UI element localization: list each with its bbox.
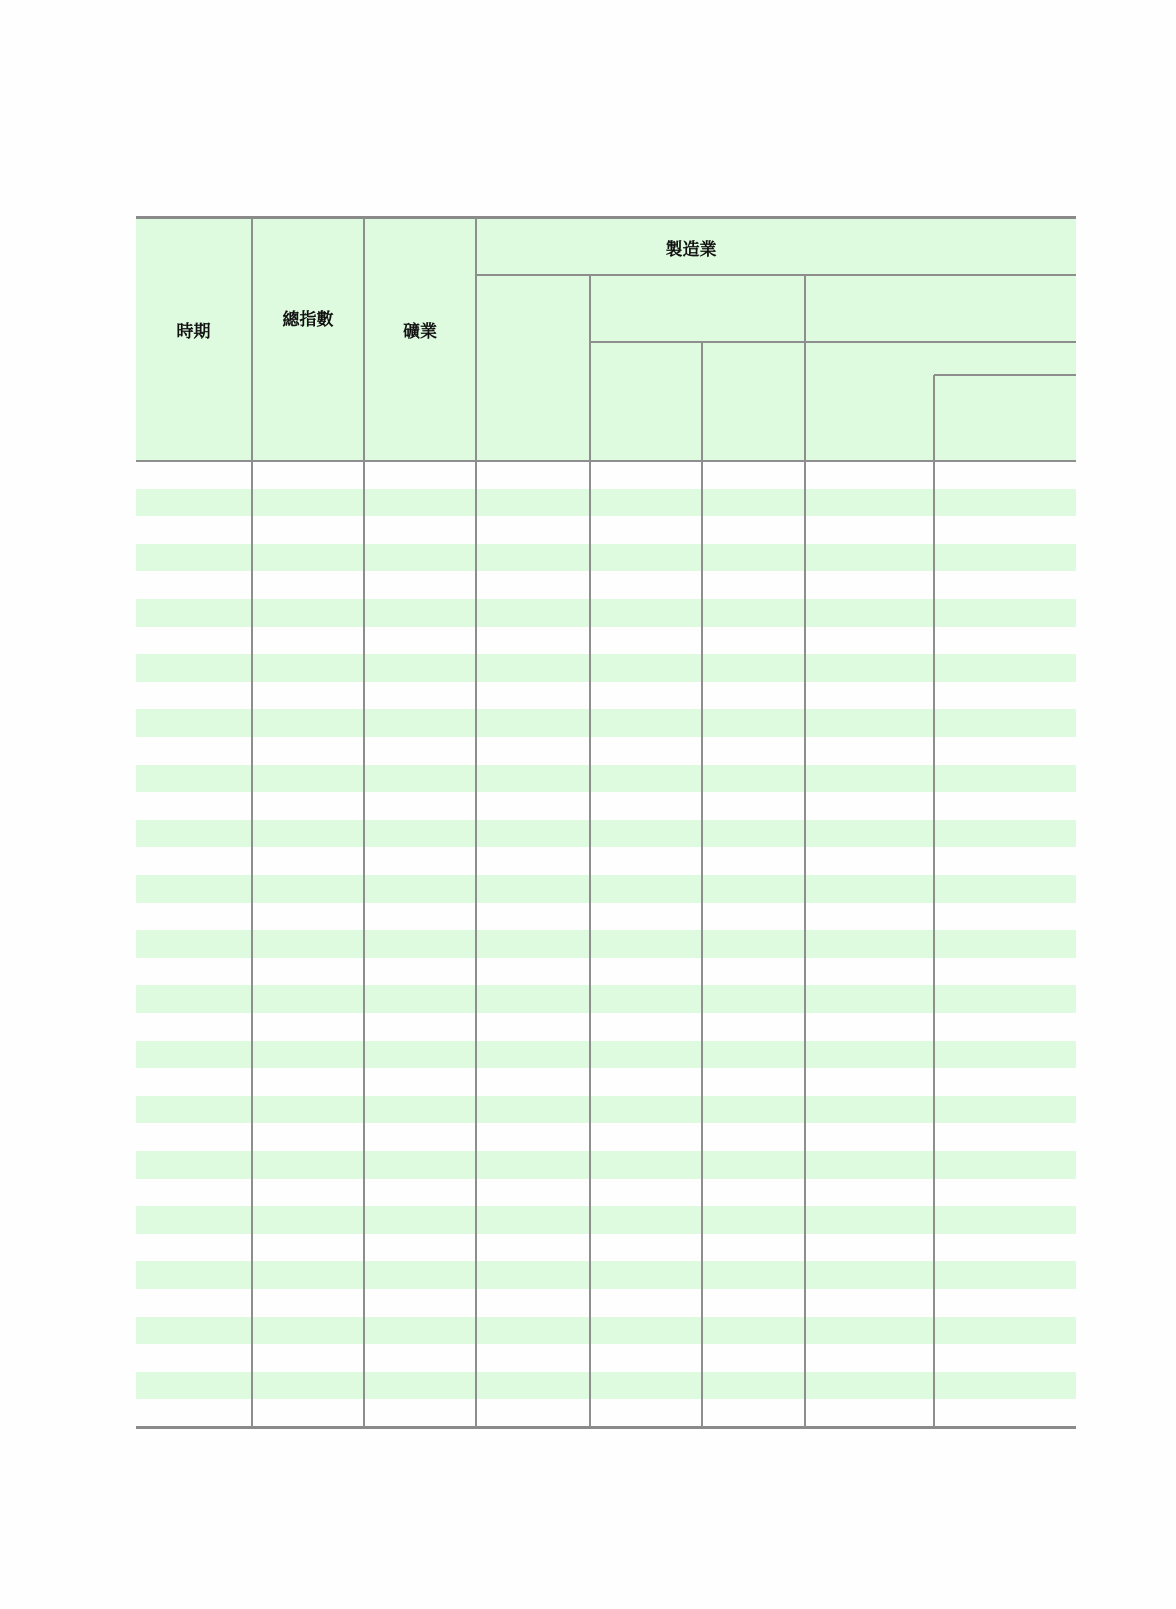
- table-row-shaded: [136, 985, 1076, 1013]
- column-divider: [251, 218, 253, 1427]
- table-row-shaded: [136, 820, 1076, 848]
- table-row-shaded: [136, 875, 1076, 903]
- column-divider: [589, 275, 591, 1427]
- column-divider: [363, 218, 365, 1427]
- header-rule-level2: [590, 341, 1076, 343]
- table-row-shaded: [136, 1261, 1076, 1289]
- table-row-shaded: [136, 1041, 1076, 1069]
- table-row-shaded: [136, 1206, 1076, 1234]
- header-rule-manufacturing: [476, 274, 1076, 276]
- table-row-shaded: [136, 1096, 1076, 1124]
- table-row-shaded: [136, 1151, 1076, 1179]
- header-general-index: 總指數: [282, 310, 334, 330]
- column-divider: [804, 275, 806, 1427]
- header-bottom-rule: [136, 460, 1076, 462]
- table-row-shaded: [136, 930, 1076, 958]
- table-row-shaded: [136, 544, 1076, 572]
- header-manufacturing: 製造業: [665, 240, 717, 260]
- header-period: 時期: [176, 322, 211, 342]
- header-mining: 礦業: [403, 322, 437, 342]
- table-row-shaded: [136, 1317, 1076, 1345]
- column-divider: [475, 218, 477, 1427]
- table-row-shaded: [136, 489, 1076, 517]
- table-bottom-border: [136, 1426, 1076, 1429]
- column-divider: [933, 375, 935, 1427]
- table-row-shaded: [136, 1372, 1076, 1400]
- table-row-shaded: [136, 654, 1076, 682]
- column-divider: [701, 342, 703, 1427]
- table-row-shaded: [136, 599, 1076, 627]
- table-top-border: [136, 216, 1076, 219]
- table-row-shaded: [136, 709, 1076, 737]
- header-rule-level3: [934, 374, 1076, 376]
- table-row-shaded: [136, 765, 1076, 793]
